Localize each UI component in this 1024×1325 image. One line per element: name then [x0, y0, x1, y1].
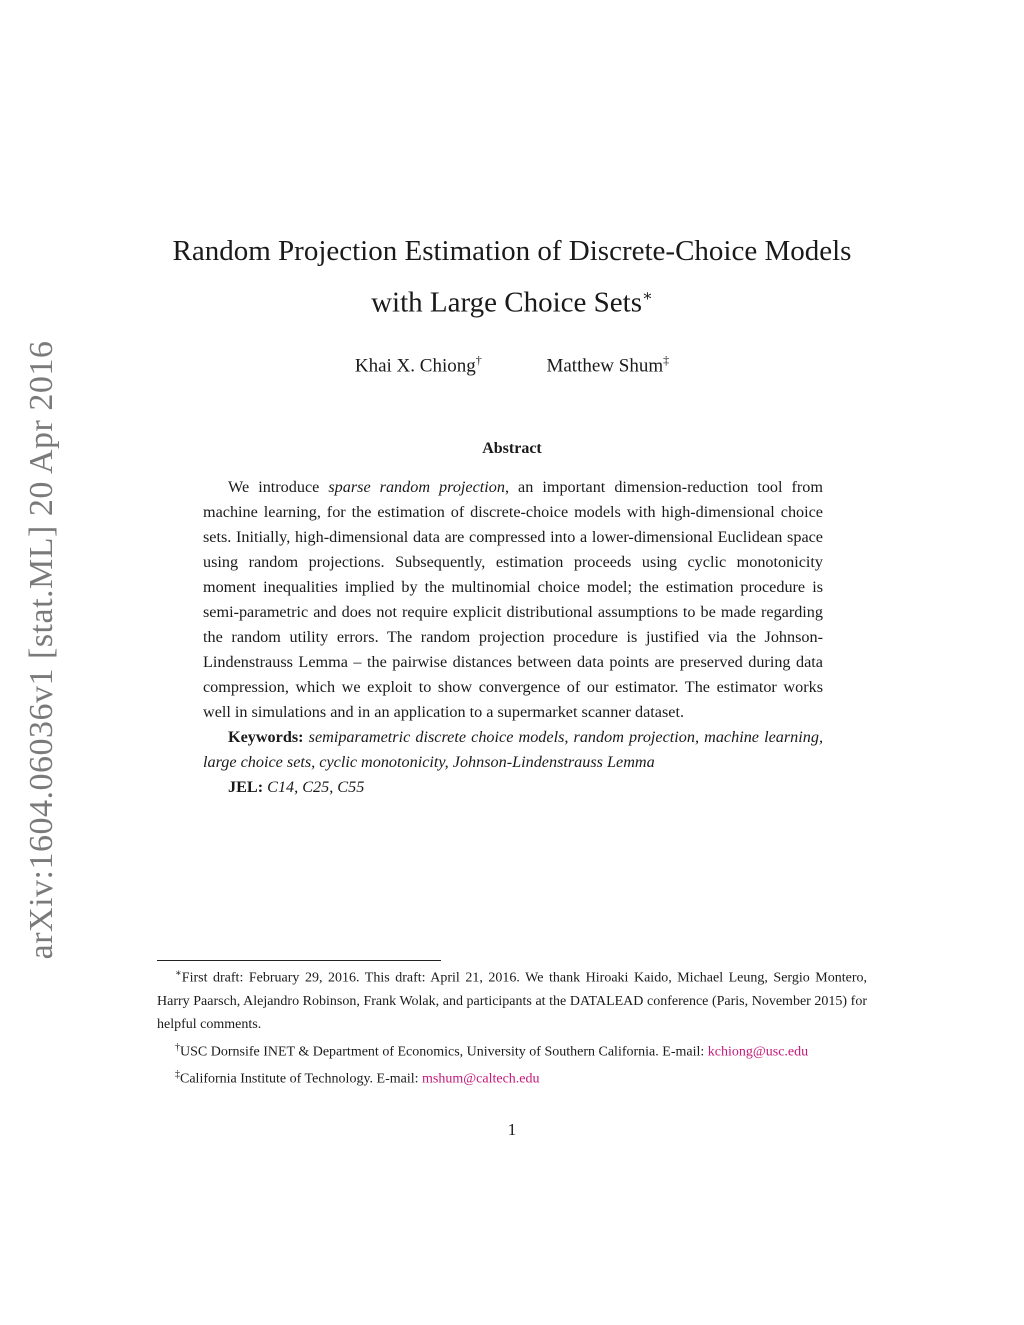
author-list [0, 353, 1024, 377]
paper-title [0, 228, 1024, 326]
footnote-divider [157, 960, 441, 961]
footnote-2 [157, 1036, 867, 1064]
email-link-chiong[interactable]: kchiong@usc.edu [707, 1044, 809, 1060]
author-footnote-mark: ‡ [663, 353, 670, 367]
author-name: Khai X. Chiong [354, 355, 476, 377]
title-line-1: Random Projection Estimation of Discrete-Choice Models [172, 235, 852, 267]
footnotes [157, 962, 867, 1091]
abstract-lead: We introduce [228, 478, 329, 496]
page-number: 1 [507, 1120, 517, 1139]
jel-line [203, 775, 823, 800]
footnote-mark: ‡ [175, 1069, 180, 1081]
abstract-paragraph [203, 475, 823, 725]
footnote-mark: † [175, 1041, 180, 1053]
footnote-3 [157, 1063, 867, 1091]
abstract-body [203, 475, 823, 800]
title-footnote-mark: ∗ [642, 288, 653, 305]
footnote-text: California Institute of Technology. E-mail: [180, 1071, 423, 1087]
footnote-text: USC Dornsife INET & Department of Economics, University of Southern California. E-mail: [180, 1044, 708, 1060]
abstract-heading: Abstract [482, 440, 542, 457]
abstract-text: , an important dimension-reduction tool from machine learning, for the estimation of discrete-choice models with high-dimensional choice sets. Initially, high-dimensional data are compressed into a lower-dimensional Euclidean space using random projections. Subsequently, estimation proceeds using cyclic monotonicity moment inequalities implied by the multinomial choice model; the estimation procedure is semi-parametric and does not require explicit distributional assumptions to be made regarding the random utility errors. The random projection procedure is justified via the Johnson-Lindenstrauss Lemma – the pairwise distances between data points are preserved during data compression, which we exploit to show convergence of our estimator. The estimator works well in simulations and in an application to a supermarket scanner dataset. [203, 478, 823, 721]
author-footnote-mark: † [475, 353, 482, 367]
abstract-emphasis: sparse random projection [328, 478, 505, 496]
keywords-line [203, 725, 823, 775]
author-name: Matthew Shum [546, 355, 664, 377]
footnote-mark: ∗ [175, 968, 182, 979]
keywords-list: semiparametric discrete choice models, random projection, machine learning, large choice sets, cyclic monotonicity, Johnson-Lindenstrauss Lemma [203, 728, 823, 771]
author-shum [546, 353, 669, 377]
arxiv-identifier-stamp: arXiv:1604.06036v1 [stat.ML] 20 Apr 2016 [23, 340, 60, 960]
author-chiong [355, 353, 482, 377]
jel-label: JEL: [228, 778, 264, 796]
footnote-text: First draft: February 29, 2016. This draft: April 21, 2016. We thank Hiroaki Kaido, Michael Leung, Sergio Montero, Harry Paarsch, Alejandro Robinson, Frank Wolak, and participants at the DATALEAD conference (Paris, November 2015) for helpful comments. [157, 970, 867, 1032]
title-line-2: with Large Choice Sets [371, 286, 642, 319]
keywords-label: Keywords: [228, 728, 304, 746]
email-link-shum[interactable]: mshum@caltech.edu [422, 1071, 540, 1087]
jel-codes: C14, C25, C55 [267, 778, 365, 796]
footnote-1 [157, 962, 867, 1036]
